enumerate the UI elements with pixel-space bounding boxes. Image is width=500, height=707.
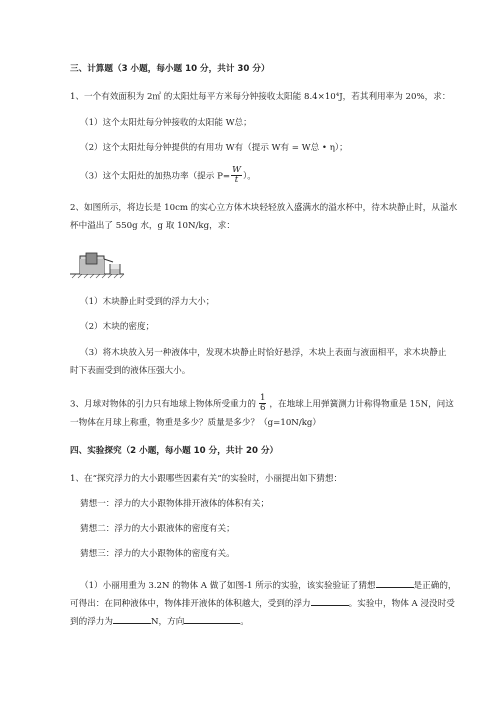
s4-text: 。 [240,617,249,627]
q3-text-a: 3、月球对物体的引力只有地球上物体所受重力的 [70,399,256,410]
q2-part3-line2: 时下表面受到的液体压强大小。 [70,366,191,376]
q3-text-b: ，在地球上用弹簧测力计称得物重是 15N，问这 [269,399,454,410]
wood-block [86,253,97,264]
s4-q1-part1-line3 [70,614,249,629]
s4-text: 。实验中，物体 A 浸没时受 [348,599,455,609]
section-4-heading: 四、实验探究（2 小题，每小题 10 分，共计 20 分） [70,446,279,456]
s4-q1-part1-line1 [80,578,457,593]
answer-blank-direction[interactable] [184,614,240,624]
fraction-numerator: 1 [259,393,266,403]
answer-blank-force[interactable] [113,614,151,624]
s4-q1-part1-line2 [70,596,455,611]
spout [104,259,113,262]
fraction-denominator: 6 [259,403,266,414]
power-fraction [231,166,242,186]
q1-part3-end: ）。 [242,171,256,182]
q2-stem-line1: 2、如图所示，将边长是 10cm 的实心立方体木块轻轻放入盛满水的溢水杯中，待木块静止时，从溢水 [70,203,458,213]
s4-text: 可得出：在同种液体中，物体排开液体的体积越大，受到的浮力 [70,599,311,609]
q2-part1: （1）木块静止时受到的浮力大小； [80,297,215,307]
q2-part3-line1: （3）将木块放入另一种液体中，发现木块静止时恰好悬浮，木块上表面与液面相平，求木块静止 [80,348,447,358]
s4-text: N，方向 [150,617,185,627]
q2-part2: （2）木块的密度； [80,322,155,332]
q2-stem-line2: 杯中溢出了 550g 水，g 取 10N/kg，求： [70,221,235,231]
guess-1: 猜想一：浮力的大小跟物体排开液体的体积有关； [80,499,270,509]
q1-part1: （1）这个太阳灶每分钟接收的太阳能 W总； [80,118,252,128]
q1-part3-text: （3）这个太阳灶的加热功率（提示 P= [80,171,231,182]
guess-2: 猜想二：浮力的大小跟液体的密度有关； [80,524,235,534]
answer-blank-guess[interactable] [376,578,414,588]
fraction-numerator: W [232,165,241,175]
table-hatching [72,274,124,278]
s4-text: （1）小丽用重为 3.2N 的物体 A 做了如图-1 所示的实验，该实验验证了猜想 [80,581,376,591]
q1-part2: （2）这个太阳灶每分钟提供的有用功 W有（提示 W有 = W总 • η）； [80,143,348,153]
beaker-water [111,269,120,274]
overflow-cup-figure [70,243,126,279]
answer-blank-buoyancy[interactable] [311,596,349,606]
q3-line2: 一物体在月球上称重，物重是多少？质量是多少？（g=10N/kg） [70,418,322,428]
guess-3: 猜想三：浮力的大小跟物体的密度有关。 [80,549,235,559]
s4-text: 是正确的， [413,581,457,591]
s4-q1-stem: 1、在“探究浮力的大小跟哪些因素有关”的实验时，小丽提出如下猜想： [70,474,343,484]
one-sixth-fraction [259,394,266,414]
q1-stem: 1、一个有效面积为 2㎡ 的太阳灶每平方米每分钟接收太阳能 8.4×10⁴J，若其利用率为 20%，求： [70,92,451,102]
fraction-denominator: t [234,175,239,186]
section-3-heading: 三、计算题（3 小题，每小题 10 分，共计 30 分） [70,64,270,74]
q1-part3 [80,166,256,186]
s4-text: 到的浮力为 [70,617,113,627]
q3-line1 [70,394,454,414]
